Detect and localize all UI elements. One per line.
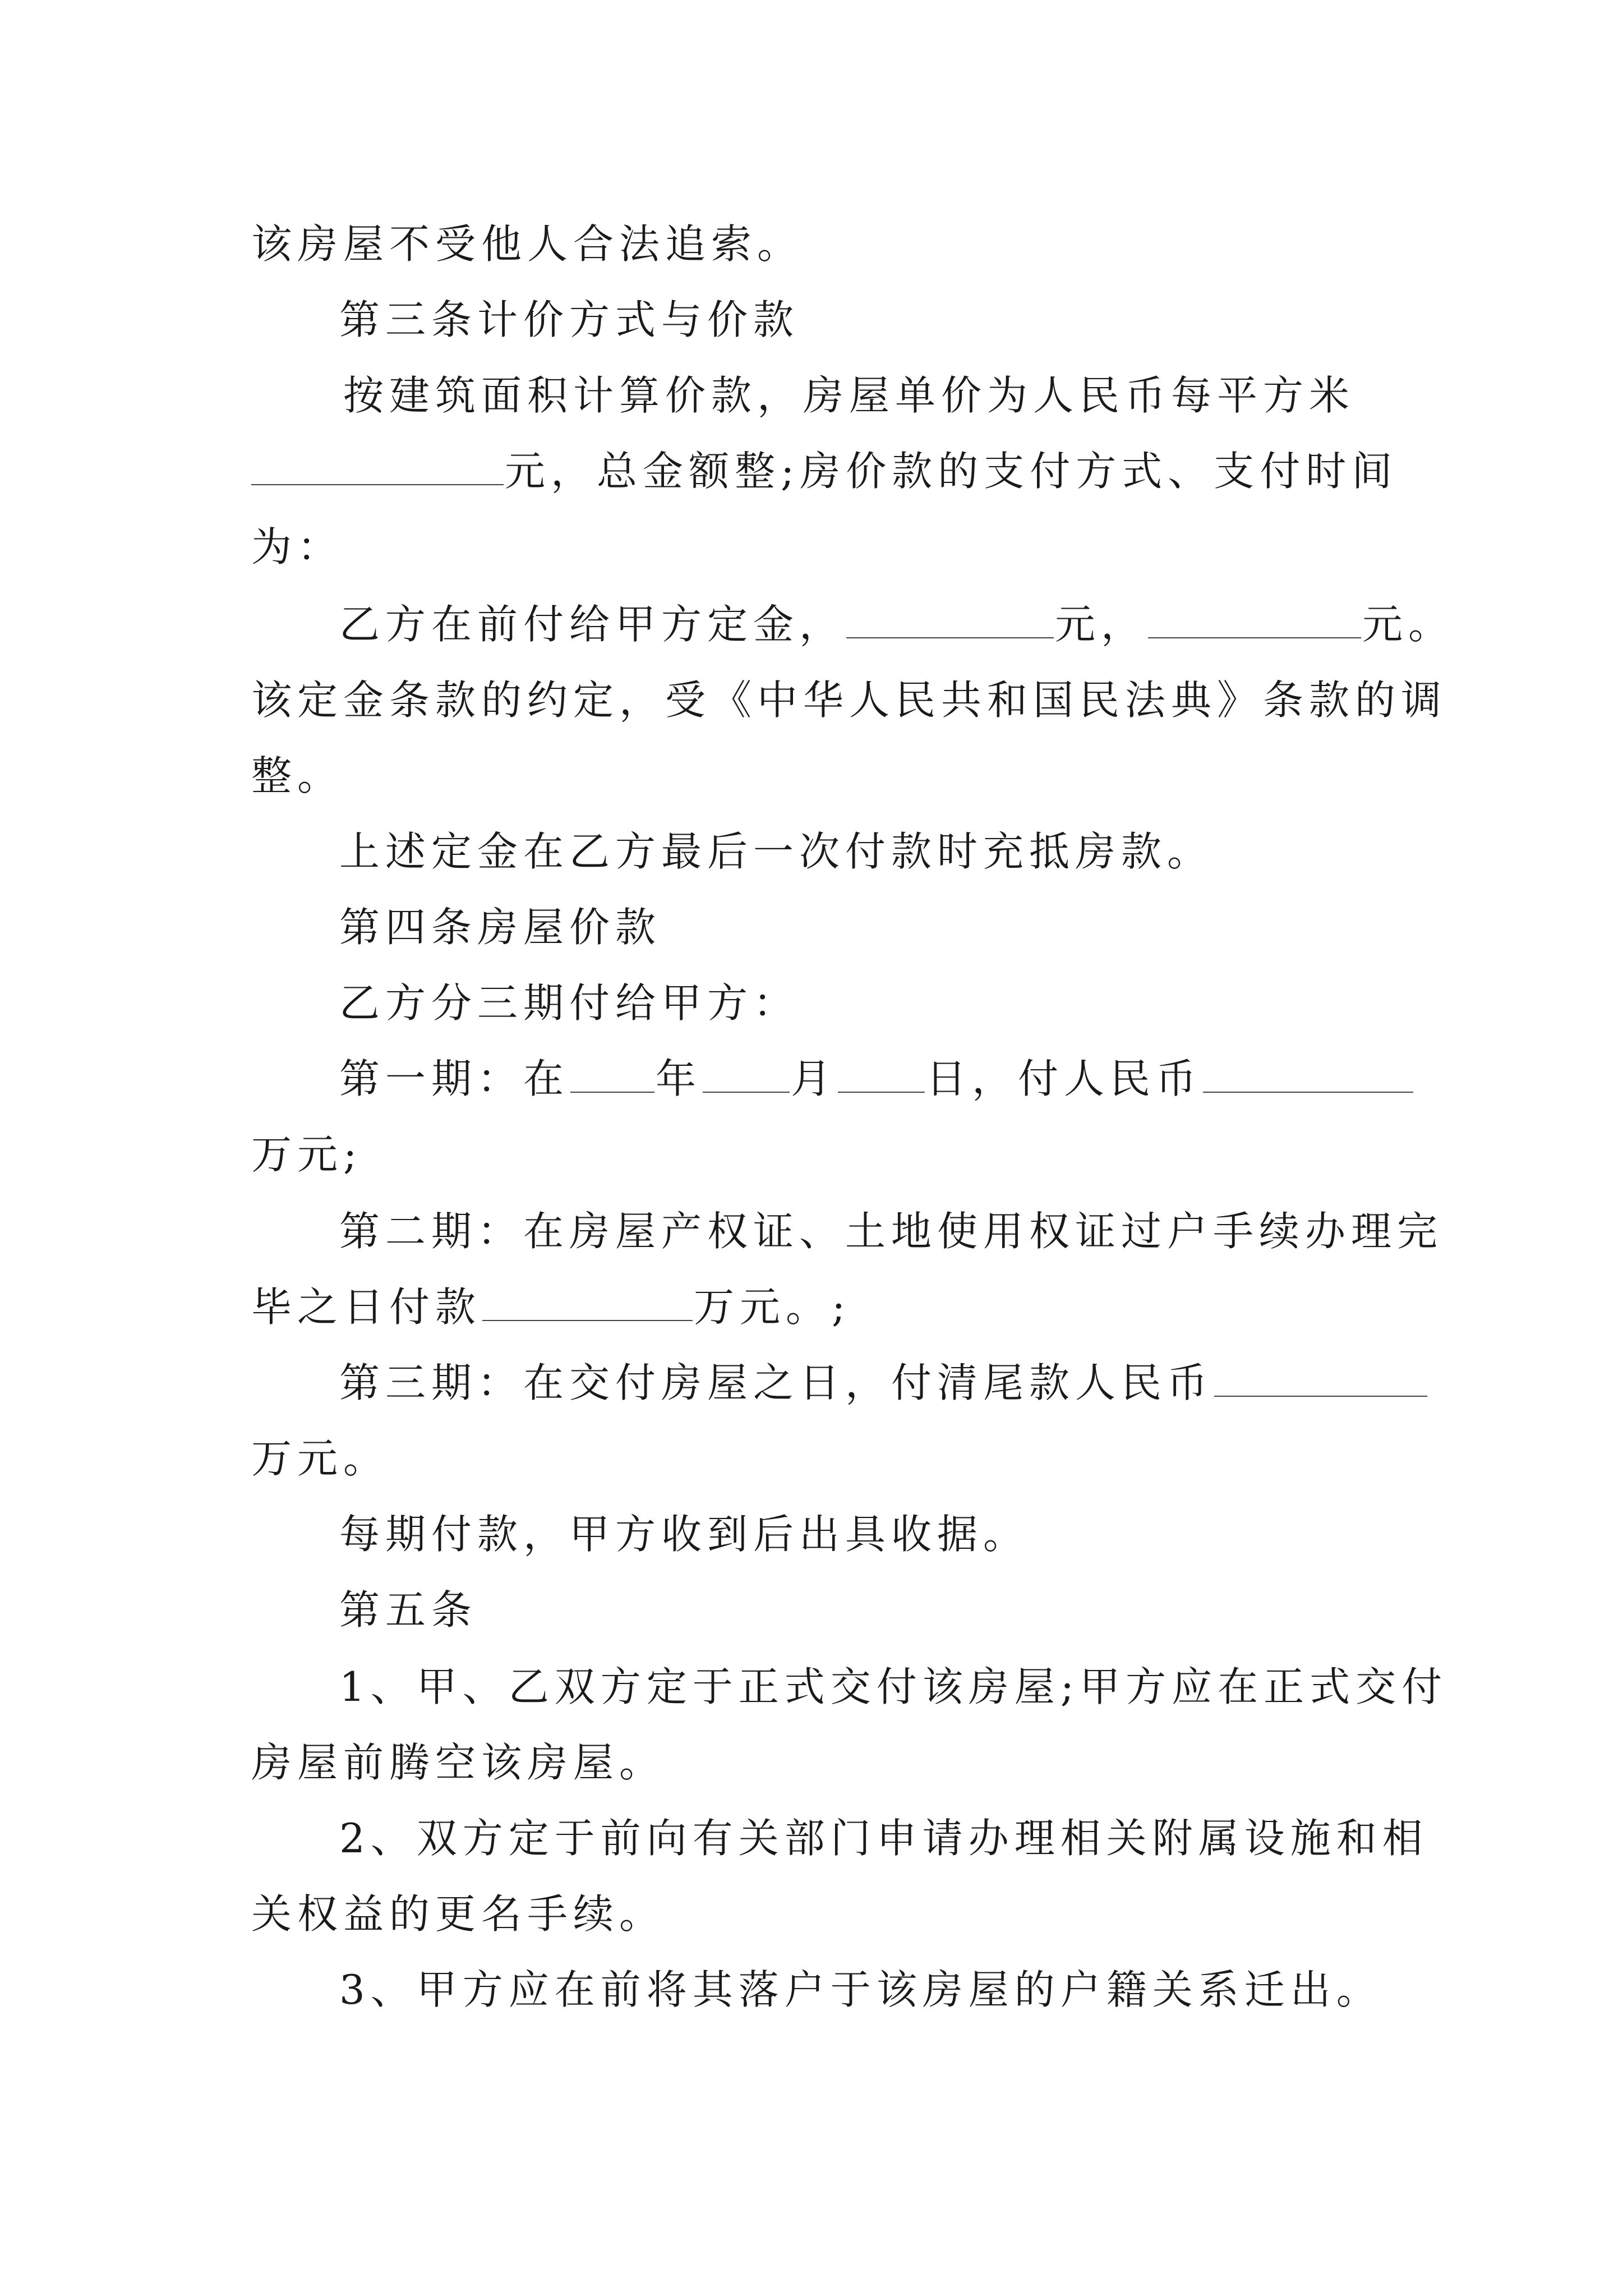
text-line: 万元; [251,1131,363,1178]
text-segment: 元， [1055,601,1147,648]
text-line: 3、甲方应在前将其落户于该房屋的户籍关系迁出。 [339,1966,1382,2013]
text-line: 万元。 [251,1435,390,1482]
text-line: 2、双方定于前向有关部门申请办理相关附属设施和相 [339,1815,1428,1862]
text-segment: 万元。; [694,1283,851,1331]
fill-blank[interactable] [1148,600,1361,638]
text-line [339,1355,1428,1411]
fill-blank[interactable] [482,1283,693,1321]
fill-blank[interactable] [703,1055,790,1093]
text-segment: 日，付人民币 [926,1055,1202,1102]
text-segment: 元。 [1362,601,1455,648]
text-line [251,443,1398,499]
text-segment: 第一期：在 [339,1055,570,1102]
text-segment: 月 [791,1055,837,1102]
text-segment: 第三期：在交付房屋之日，付清尾款人民币 [339,1359,1214,1406]
text-segment: 元，总金额整;房价款的支付方式、支付时间 [505,448,1398,495]
fill-blank[interactable] [251,447,504,485]
text-line: 1、甲、乙双方定于正式交付该房屋;甲方应在正式交付 [339,1663,1448,1710]
text-line [339,1051,1414,1107]
text-line: 上述定金在乙方最后一次付款时充抵房款。 [339,828,1214,875]
text-line: 整。 [251,752,344,799]
text-line: 关权益的更名手续。 [251,1890,666,1938]
text-line: 每期付款，甲方收到后出具收据。 [339,1511,1030,1558]
fill-blank[interactable] [846,600,1054,638]
text-line: 该房屋不受他人合法追索。 [251,220,804,268]
text-segment: 乙方在前付给甲方定金， [339,601,846,648]
article-heading: 第四条房屋价款 [339,904,662,951]
text-line: 为： [251,523,344,570]
text-line [339,596,1454,652]
text-segment: 年 [656,1055,702,1102]
article-heading: 第五条 [339,1586,478,1634]
text-line [251,1279,851,1335]
text-line: 第二期：在房屋产权证、土地使用权证过户手续办理完 [339,1208,1444,1255]
text-line: 按建筑面积计算价款，房屋单价为人民币每平方米 [343,372,1355,419]
fill-blank[interactable] [1214,1359,1427,1397]
fill-blank[interactable] [1203,1055,1413,1093]
article-heading: 第三条计价方式与价款 [339,296,800,343]
text-line: 房屋前腾空该房屋。 [251,1739,666,1786]
text-line: 该定金条款的约定，受《中华人民共和国民法典》条款的调 [251,677,1447,724]
fill-blank[interactable] [838,1055,925,1093]
text-line: 乙方分三期付给甲方： [339,979,800,1027]
fill-blank[interactable] [570,1055,654,1093]
text-segment: 毕之日付款 [251,1283,482,1331]
